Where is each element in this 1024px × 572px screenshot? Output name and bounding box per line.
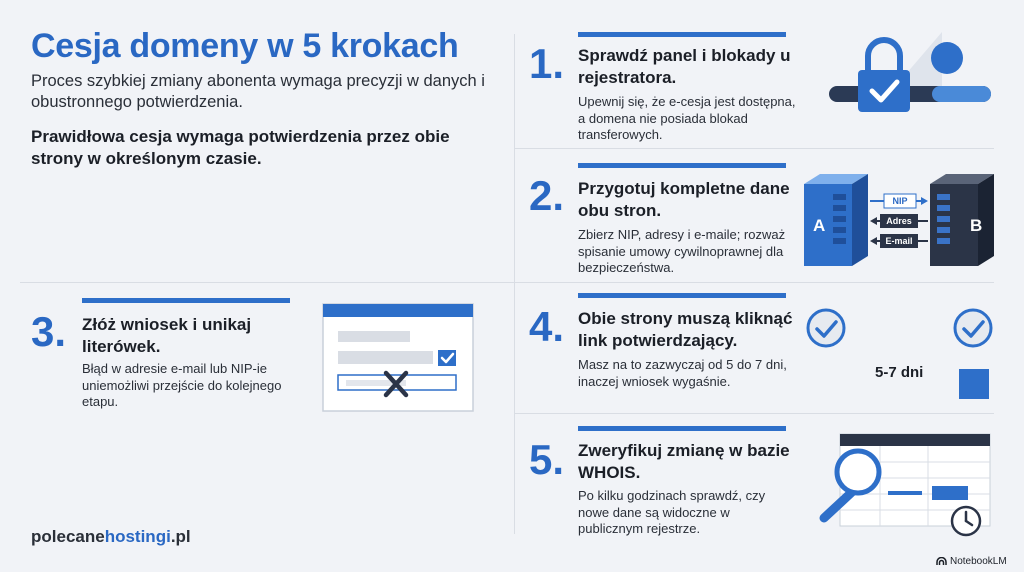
padlock-slider-icon	[824, 30, 996, 132]
brand-part-1: polecane	[31, 527, 105, 546]
step-4-title: Obie strony muszą kliknąć link potwierdzający.	[578, 309, 793, 350]
server-a-label: A	[813, 216, 826, 235]
notebooklm-icon	[936, 557, 947, 566]
step-2-title: Przygotuj kompletne dane obu stron.	[578, 179, 790, 220]
step-1-number: 1.	[529, 40, 565, 87]
brand-part-2: hostingi	[104, 527, 171, 546]
arrow-label-nip: NIP	[892, 196, 908, 206]
step-3-number: 3.	[31, 308, 67, 355]
step-1-description: Upewnij się, że e-cesja jest dostępna, a domena nie posiada blokad transferowych.	[578, 94, 796, 142]
page-title: Cesja domeny w 5 krokach	[31, 27, 459, 65]
arrow-label-email: E-mail	[885, 236, 913, 246]
whois-search-icon	[800, 430, 996, 542]
step-4-bar	[578, 293, 786, 298]
step-1-title: Sprawdź panel i blokady u rejestratora.	[578, 46, 791, 87]
notebooklm-label: NotebookLM	[950, 556, 1007, 567]
step-5-number: 5.	[529, 436, 565, 483]
form-check-error-icon	[322, 303, 474, 413]
divider-1	[514, 148, 994, 149]
server-exchange-icon	[800, 170, 1000, 270]
brand-logo	[31, 527, 191, 547]
step-2-bar	[578, 163, 786, 168]
intro-text: Proces szybkiej zmiany abonenta wymaga precyzji w danych i obustronnego potwierdzenia.	[31, 72, 485, 111]
days-label: 5-7 dni	[875, 364, 924, 381]
step-5-bar	[578, 426, 786, 431]
server-b-label: B	[970, 216, 983, 235]
step-2-number: 2.	[529, 172, 565, 219]
divider-3	[514, 413, 994, 414]
step-1-bar	[578, 32, 786, 37]
step-5-description: Po kilku godzinach sprawdź, czy nowe dane są widoczne w publicznym rejestrze.	[578, 488, 766, 536]
confirm-check-icon	[950, 305, 996, 351]
brand-part-3: .pl	[170, 527, 191, 546]
step-3-description: Błąd w adresie e-mail lub NIP-ie uniemożliwi przejście do kolejnego etapu.	[82, 361, 282, 409]
divider-2	[20, 282, 994, 283]
step-3-bar	[82, 298, 290, 303]
step-5-title: Zweryfikuj zmianę w bazie WHOIS.	[578, 441, 790, 482]
emphasis-text: Prawidłowa cesja wymaga potwierdzenia przez obie strony w określonym czasie.	[31, 127, 450, 168]
vertical-divider	[514, 34, 515, 534]
confirm-check-icon	[803, 305, 849, 351]
step-4-number: 4.	[529, 303, 565, 350]
notebooklm-watermark	[936, 556, 1007, 567]
step-4-description: Masz na to zazwyczaj od 5 do 7 dni, inaczej wniosek wygaśnie.	[578, 357, 787, 389]
step-2-description: Zbierz NIP, adresy i e-maile; rozważ spisanie umowy cywilnoprawnej dla bezpieczeństwa.	[578, 227, 786, 275]
step-3-title: Złóż wniosek i unikaj literówek.	[82, 315, 252, 356]
arrow-label-address: Adres	[886, 216, 912, 226]
calendar-square-icon	[959, 369, 989, 399]
